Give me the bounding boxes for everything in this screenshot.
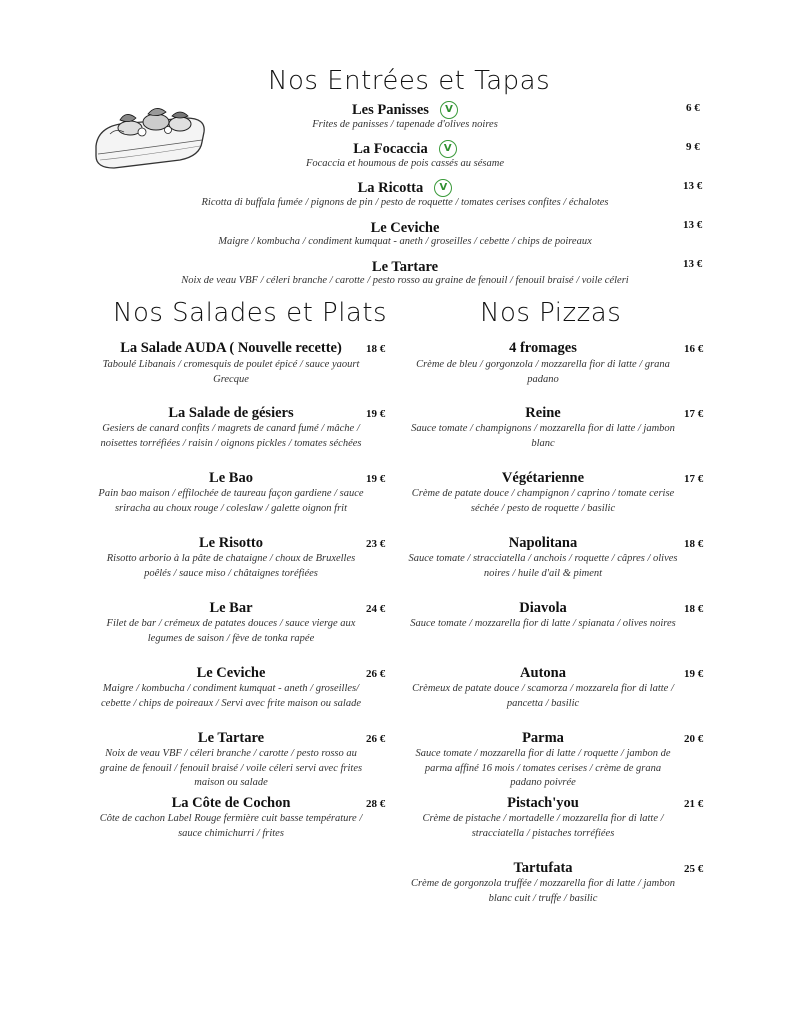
plats-title: Nos Salades et Plats (113, 298, 388, 328)
dish-name: La Ricotta (357, 180, 424, 196)
dish-name: Le Ceviche (196, 665, 266, 681)
dish-price: 23 € (366, 538, 386, 550)
dish-name: 4 fromages (509, 340, 577, 356)
dish-price: 26 € (366, 733, 386, 745)
dish-desc: Côte de cachon Label Rouge fermière cuit basse température / sauce chimichurri / frites (99, 813, 363, 839)
dish-desc: Crème de pistache / mortadelle / mozzarella fior di latte / stracciatella / pistaches torréfiées (422, 813, 664, 839)
dish-desc: Crème de patate douce / champignon / caprino / tomate cerise séchée / pesto de roquette / basilic (411, 488, 675, 514)
entree-item (120, 217, 690, 237)
dish-desc: Focaccia et houmous de pois cassés au sésame (305, 158, 504, 169)
vegan-icon: V (440, 101, 458, 119)
dish-desc: Crèmeux de patate douce / scamorza / mozzarela fior di latte / pancetta / basilic (412, 683, 674, 709)
dish-price: 18 € (684, 538, 704, 550)
dish-desc: Sauce tomate / champignons / mozzarella fior di latte / jambon blanc (411, 423, 675, 449)
dish-name: La Salade AUDA ( Nouvelle recette) (120, 340, 342, 356)
dish-desc: Maigre / kombucha / condiment kumquat - aneth / groseilles / cebette / chips de poireaux (218, 236, 592, 247)
dish-desc: Gesiers de canard confits / magrets de canard fumé / mâche / noisettes torréfiées / raisin / oignons pickles / tomates séchées (100, 423, 362, 449)
dish-desc: Crème de gorgonzola truffée / mozzarella fior di latte / jambon blanc cuit / truffe / basilic (410, 878, 676, 904)
dish-price: 18 € (684, 603, 704, 615)
dish-desc: Filet de bar / crémeux de patates douces / sauce vierge aux legumes de saison / fève de tonka rapée (106, 618, 356, 644)
dish-price: 13 € (683, 219, 703, 231)
dish-price: 13 € (683, 258, 703, 270)
dish-desc: Crème de bleu / gorgonzola / mozzarella fior di latte / grana padano (416, 359, 670, 385)
dish-name: Pistach'you (507, 795, 579, 811)
dish-name: Napolitana (508, 535, 578, 551)
dish-price: 24 € (366, 603, 386, 615)
dish-desc: Risotto arborio à la pâte de chataigne / choux de Bruxelles poêlés / sauce miso / châtaignes toréfiées (106, 553, 356, 579)
dish-name: Les Panisses (351, 102, 429, 118)
dish-name: Végétarienne (501, 470, 585, 486)
dish-price: 17 € (684, 408, 704, 420)
dish-name: Parma (522, 730, 564, 746)
dish-desc: Sauce tomate / mozzarella fior di latte / roquette / jambon de parma affiné 16 mois / tomates cerises / crème de grana padano poivrée (415, 748, 671, 788)
dish-name: Le Bar (209, 600, 253, 616)
entree-item (120, 256, 690, 276)
dish-desc: Ricotta di buffala fumée / pignons de pin / pesto de roquette / tomates cerises confites / échalotes (201, 197, 609, 208)
dish-price: 18 € (366, 343, 386, 355)
vegan-icon: V (439, 140, 457, 158)
entrees-title: Nos Entrées et Tapas (268, 66, 551, 96)
dish-name: Tartufata (513, 860, 573, 876)
dish-price: 25 € (684, 863, 704, 875)
entree-item (120, 138, 690, 158)
dish-price: 9 € (686, 141, 700, 153)
dish-price: 28 € (366, 798, 386, 810)
dish-price: 6 € (686, 102, 700, 114)
dish-price: 19 € (366, 473, 386, 485)
dish-desc: Pain bao maison / effilochée de taureau façon gardiene / sauce sriracha au choux rouge / coleslaw / galette oignon frit (98, 488, 364, 514)
dish-name: La Côte de Cochon (171, 795, 291, 811)
dish-desc: Sauce tomate / stracciatella / anchois / roquette / câpres / olives noires / huile d'ail & piment (408, 553, 678, 579)
dish-name: Le Tartare (371, 259, 439, 275)
dish-name: Reine (525, 405, 561, 421)
dish-desc: Noix de veau VBF / céleri branche / carotte / pesto rosso au graine de fenouil / fenouil braisé / voile céleri (181, 275, 629, 286)
dish-price: 26 € (366, 668, 386, 680)
dish-price: 19 € (684, 668, 704, 680)
dish-price: 21 € (684, 798, 704, 810)
dish-name: Diavola (519, 600, 567, 616)
dish-price: 20 € (684, 733, 704, 745)
entree-item (120, 177, 690, 197)
dish-name: Le Tartare (197, 730, 265, 746)
dish-price: 19 € (366, 408, 386, 420)
dish-price: 13 € (683, 180, 703, 192)
dish-name: Le Bao (209, 470, 253, 486)
dish-desc: Sauce tomate / mozzarella fior di latte / spianata / olives noires (410, 618, 676, 629)
dish-price: 17 € (684, 473, 704, 485)
dish-price: 16 € (684, 343, 704, 355)
pizzas-title: Nos Pizzas (480, 298, 622, 328)
dish-desc: Maigre / kombucha / condiment kumquat - aneth / groseilles/ cebette / chips de poireaux / Servi avec frite maison ou salade (101, 683, 361, 709)
dish-name: Autona (520, 665, 566, 681)
dish-name: La Salade de gésiers (168, 405, 294, 421)
dish-name: La Focaccia (353, 141, 428, 157)
dish-desc: Noix de veau VBF / céleri branche / carotte / pesto rosso au graine de fenouil / fenouil braisé / voile céleri servi avec frites maison ou salade (99, 748, 363, 788)
vegan-icon: V (434, 179, 452, 197)
dish-name: Le Risotto (198, 535, 264, 551)
dish-name: Le Ceviche (370, 220, 440, 236)
dish-desc: Taboulé Libanais / cromesquis de poulet épicé / sauce yaourt Grecque (102, 359, 360, 385)
dish-desc: Frites de panisses / tapenade d'olives noires (312, 119, 498, 130)
entree-item (120, 99, 690, 119)
